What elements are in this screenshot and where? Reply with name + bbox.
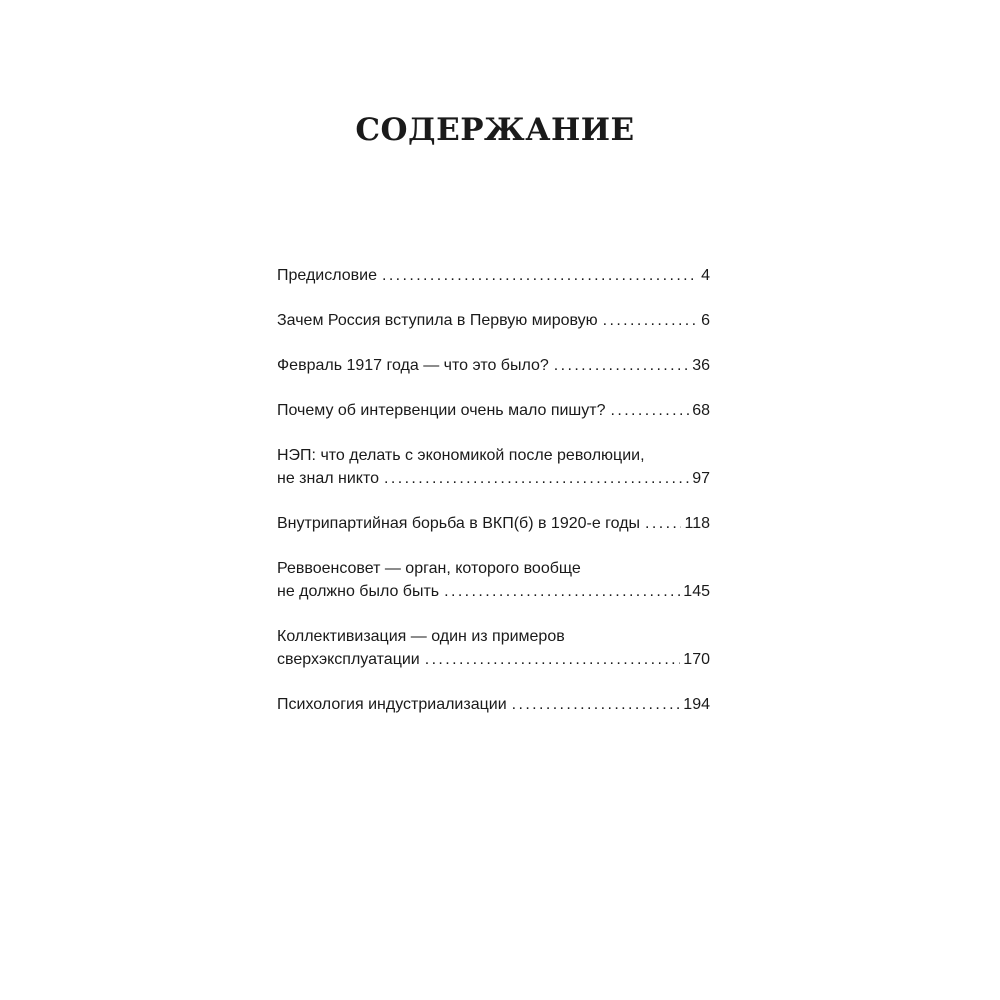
toc-entry-line: [277, 580, 710, 603]
toc-entry-title-first-line: Коллективизация — один из примеров: [277, 628, 565, 645]
toc-entry-title: не должно было быть: [277, 583, 440, 600]
dot-leader: [603, 309, 698, 332]
toc-entry-title: сверхэксплуатации: [277, 651, 420, 668]
toc-entry-line: [277, 309, 710, 332]
toc-entry-page: 97: [692, 470, 710, 487]
toc-entry-title: Психология индустриализации: [277, 696, 507, 713]
toc-entry-title: Внутрипартийная борьба в ВКП(б) в 1920-е годы: [277, 515, 641, 532]
dot-leader: [645, 512, 681, 535]
dot-leader: [512, 693, 681, 716]
toc-entry: [277, 625, 710, 671]
toc-entry: [277, 399, 710, 422]
toc-entry-line: [277, 354, 710, 377]
toc-entry-page: 170: [683, 651, 710, 668]
toc-entry: [277, 512, 710, 535]
toc-entry-page: 6: [701, 312, 710, 329]
toc-entry-page: 145: [683, 583, 710, 600]
toc-entry: [277, 354, 710, 377]
table-of-contents: [277, 264, 710, 738]
toc-entry-title-first-line: НЭП: что делать с экономикой после революции,: [277, 447, 645, 464]
toc-entry-page: 4: [701, 267, 710, 284]
toc-entry: [277, 264, 710, 287]
dot-leader: [554, 354, 689, 377]
toc-entry-title: Почему об интервенции очень мало пишут?: [277, 402, 606, 419]
toc-entry: [277, 309, 710, 332]
page-title: СОДЕРЖАНИЕ: [355, 112, 635, 148]
toc-entry-page: 194: [683, 696, 710, 713]
toc-entry-title: Зачем Россия вступила в Первую мировую: [277, 312, 598, 329]
dot-leader: [611, 399, 690, 422]
toc-entry-title: Предисловие: [277, 267, 377, 284]
dot-leader: [382, 264, 698, 287]
toc-entry-page: 68: [692, 402, 710, 419]
toc-entry-line: [277, 512, 710, 535]
toc-entry-line: [277, 648, 710, 671]
toc-entry-title: Февраль 1917 года — что это было?: [277, 357, 549, 374]
toc-entry-line: [277, 399, 710, 422]
toc-entry-line: [277, 467, 710, 490]
toc-entry-line: [277, 264, 710, 287]
toc-entry: [277, 557, 710, 603]
dot-leader: [384, 467, 689, 490]
toc-entry: [277, 693, 710, 716]
toc-entry-page: 36: [692, 357, 710, 374]
dot-leader: [444, 580, 680, 603]
dot-leader: [425, 648, 681, 671]
toc-entry: [277, 444, 710, 490]
toc-entry-title: не знал никто: [277, 470, 380, 487]
toc-entry-title-first-line: Реввоенсовет — орган, которого вообще: [277, 560, 581, 577]
toc-entry-page: 118: [684, 515, 710, 532]
toc-entry-line: [277, 693, 710, 716]
